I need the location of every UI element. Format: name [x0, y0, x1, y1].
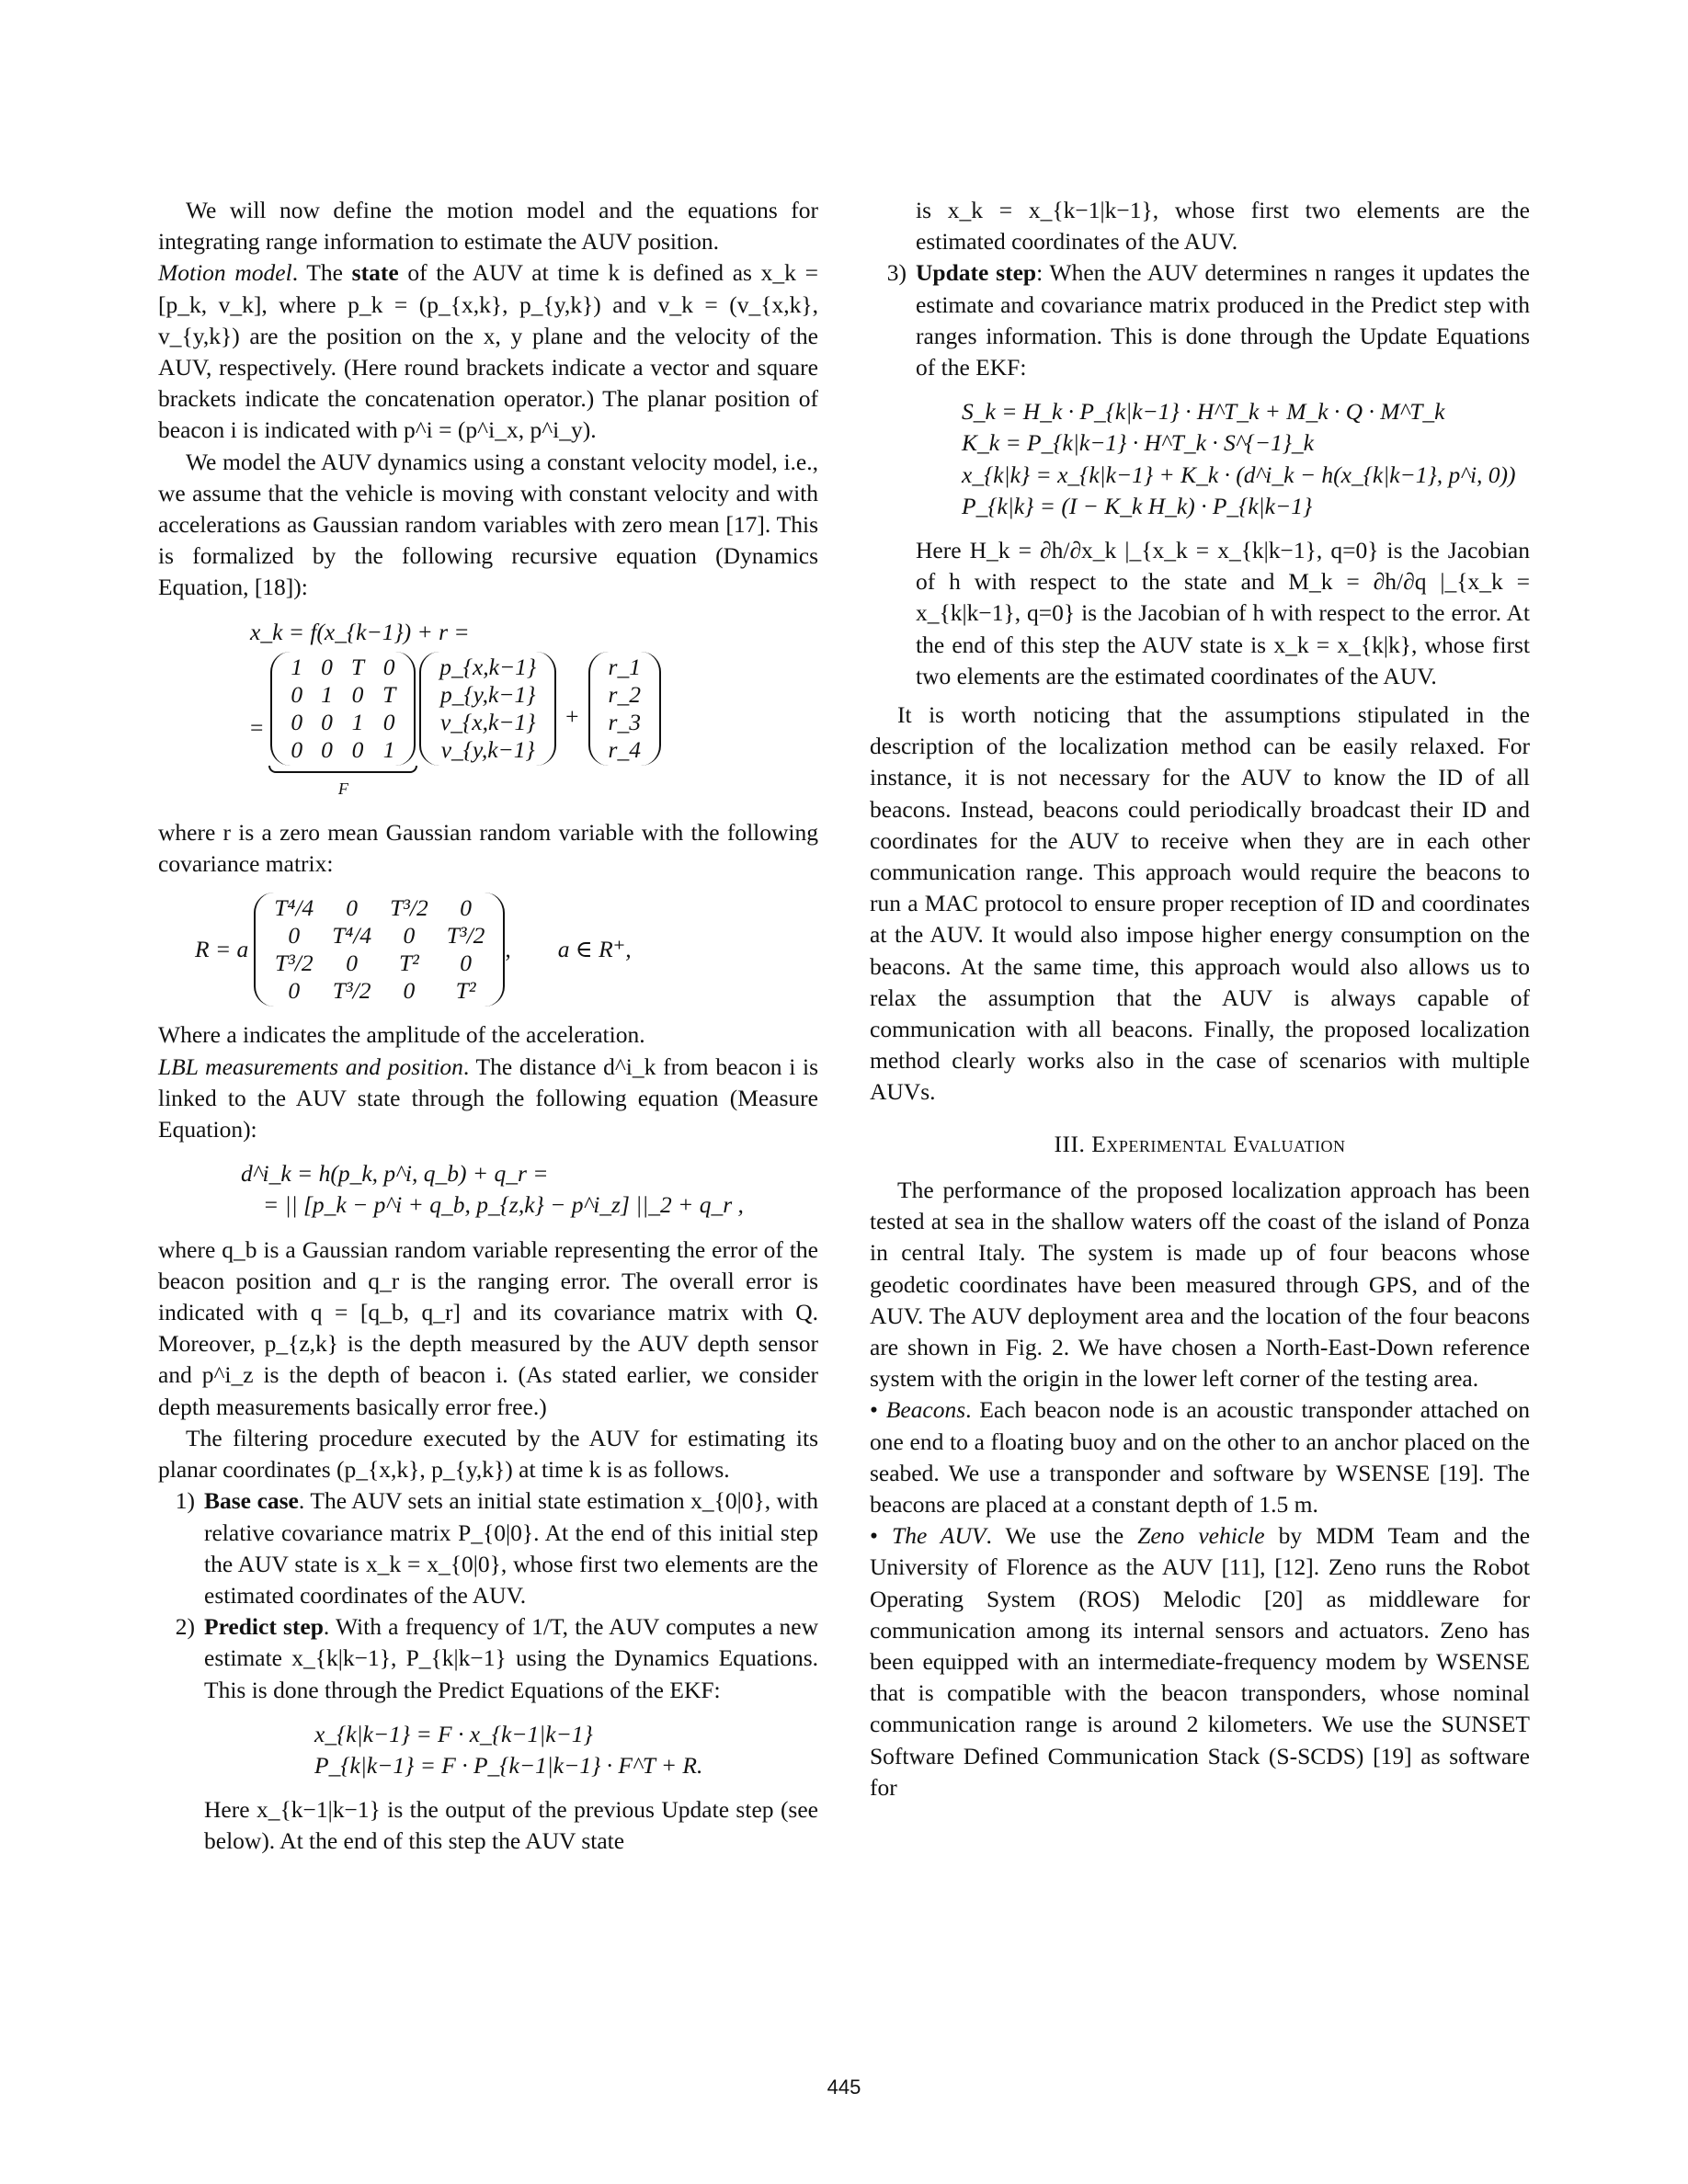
- state-label: state: [351, 259, 399, 287]
- matrix-R-cell: 0: [346, 950, 358, 977]
- matrix-F-cell: 0: [291, 735, 303, 763]
- auv-label: The AUV: [892, 1522, 987, 1550]
- beacons-label: Beacons: [885, 1396, 966, 1424]
- vector-p-cell: v_{y,k−1}: [440, 735, 535, 763]
- update-eq-4: P_{k|k} = (I − K_k H_k) · P_{k|k−1}: [962, 492, 1313, 519]
- update-eq-1: S_k = H_k · P_{k|k−1} · H^T_k + M_k · Q · M^T_k: [962, 398, 1445, 426]
- paragraph-lbl: [158, 1052, 818, 1146]
- paragraph-covariance: where r is a zero mean Gaussian random variable with the following covariance matrix:: [158, 819, 818, 878]
- matrix-F-row: [281, 681, 405, 709]
- matrix-R-cell: 0: [288, 977, 301, 1005]
- update-step-after: Here H_k = ∂h/∂x_k |_{x_k = x_{k|k−1}, q=0} is the Jacobian of h with respect to the state and M_k = ∂h/∂q |_{x_k = x_{k|k−1}, q=0} is the Jacobian of h with respect to the error. At the end of this step the AUV state is x_k = x_{k|k}, whose first two elements are the estimated coordinates of the AUV.: [916, 537, 1530, 689]
- dynamics-equation: [158, 617, 818, 804]
- matrix-F-cell: 1: [321, 680, 333, 708]
- vector-p-row: [430, 681, 545, 709]
- vector-r-cell: r_1: [608, 653, 641, 680]
- list-item-number: 2): [175, 1613, 195, 1641]
- bullet-mark: •: [870, 1396, 878, 1424]
- matrix-R-cell: T³/2: [274, 950, 314, 977]
- matrix-R-cell: T²: [399, 950, 419, 977]
- predict-eq-1: x_{k|k−1} = F · x_{k−1|k−1}: [314, 1720, 593, 1747]
- list-item-predict-step: [158, 1611, 818, 1857]
- matrix-F-cell: 0: [351, 680, 364, 708]
- vector-r-cell: r_3: [608, 708, 641, 735]
- list-item-number: 3): [886, 259, 907, 287]
- paragraph-amplitude: Where a indicates the amplitude of the acceleration.: [158, 1021, 645, 1049]
- auv-text-a: . We use the: [986, 1522, 1138, 1550]
- section-heading: III. Experimental Evaluation: [1054, 1130, 1346, 1157]
- vector-r-cell: r_2: [608, 680, 641, 708]
- beacons-text: . Each beacon node is an acoustic transponder attached on one end to a floating buoy and on the other to an anchor placed on the seabed. We use a transponder and software by WSENSE [19]. The beacons are placed at a constant depth of 1.5 m.: [870, 1396, 1530, 1518]
- paragraph-assumptions: It is worth noticing that the assumptions stipulated in the description of the localization method can be easily relaxed. For instance, it is not necessary for the AUV to know the ID of all beacons. Instead, beacons could periodically broadcast their ID and coordinates for the AUV to receive when they are in each other communication range. This approach would require the beacons to run a MAC protocol to ensure proper reception of ID and coordinates at the AUV. It would also impose higher energy consumption on the beacons. At the same time, this approach would also allows us to relax the assumption that the AUV is always capable of communication with all beacons. Finally, the proposed localization method clearly works also in the case of scenarios with multiple AUVs.: [870, 701, 1530, 1106]
- vector-r-row: [599, 654, 650, 681]
- predict-step-text: . With a frequency of 1/T, the AUV computes a new estimate x_{k|k−1}, P_{k|k−1} using the Dynamics Equations. This is done through the Predict Equations of the EKF:: [204, 1613, 818, 1703]
- list-item-continuation: [870, 195, 1530, 257]
- update-step-label: Update step: [916, 259, 1037, 287]
- matrix-F-cell: 1: [351, 708, 364, 735]
- matrix-F-cell: 0: [321, 708, 333, 735]
- list-item-update-step: [870, 257, 1530, 692]
- vector-r-row: [599, 681, 650, 709]
- matrix-R-row: [265, 894, 494, 922]
- matrix-R-cell: T⁴/4: [332, 922, 372, 950]
- matrix-F-group: [270, 652, 416, 804]
- matrix-R-cell: 0: [288, 922, 301, 950]
- list-item-number: 1): [175, 1487, 195, 1515]
- matrix-R: [254, 893, 505, 1007]
- measure-eq-line2: = || [p_k − p^i + q_b, p_{z,k} − p^i_z] ||_2 + q_r ,: [263, 1191, 744, 1219]
- matrix-R-cell: T⁴/4: [274, 894, 314, 922]
- predict-eq-2: P_{k|k−1} = F · P_{k−1|k−1} · F^T + R.: [314, 1751, 703, 1779]
- left-column: [158, 195, 818, 1858]
- covariance-equation: [158, 893, 818, 1007]
- continuation-text: is x_k = x_{k−1|k−1}, whose first two elements are the estimated coordinates of the AUV.: [916, 197, 1530, 256]
- matrix-R-cell: 0: [403, 922, 416, 950]
- matrix-F-cell: 1: [382, 735, 395, 763]
- vector-p: [419, 652, 556, 766]
- bullet-beacons: [870, 1394, 1530, 1520]
- zeno-label: Zeno vehicle: [1137, 1522, 1265, 1550]
- update-equations: [916, 396, 1530, 522]
- measure-equation: [158, 1158, 818, 1221]
- motion-model-text-b: of the AUV at time k is defined as x_k = [p_k, v_k], where p_k = (p_{x,k}, p_{y,k}) and v_k = (v_{x,k}, v_{y,k}) are the position on the x, y plane and the velocity of the AUV, respectively. (Here round brackets indicate a vector and square brackets indicate the concatenation operator.) The planar position of beacon i is indicated with p^i = (p^i_x, p^i_y).: [158, 259, 819, 444]
- matrix-F-label: F: [337, 779, 348, 798]
- vector-p-row: [430, 709, 545, 736]
- base-case-text: . The AUV sets an initial state estimation x_{0|0}, with relative covariance matrix P_{0|0}. At the end of this initial step the AUV state is x_k = x_{0|0}, whose first two elements are the estimated coordinates of the AUV.: [204, 1487, 818, 1609]
- vector-p-cell: p_{x,k−1}: [439, 653, 537, 680]
- matrix-R-cell: 0: [460, 894, 472, 922]
- matrix-F: [270, 652, 416, 766]
- matrix-F-cell: 0: [321, 653, 333, 680]
- lbl-label: LBL measurements and position: [158, 1052, 463, 1080]
- vector-r-row: [599, 736, 650, 764]
- matrix-F-row: [281, 736, 405, 764]
- update-step-text: : When the AUV determines n ranges it updates the estimate and covariance matrix produced in the Predict step with ranges information. This is done through the Update Equations of the EKF:: [916, 259, 1530, 381]
- matrix-R-cell: T³/2: [390, 894, 428, 922]
- matrix-R-row: [265, 922, 494, 950]
- dynamics-equation-line1: x_k = f(x_{k−1}) + r =: [250, 618, 470, 645]
- matrix-R-cell: T²: [455, 977, 476, 1005]
- vector-p-row: [430, 654, 545, 681]
- vector-p-row: [430, 736, 545, 764]
- vector-r-row: [599, 709, 650, 736]
- predict-equations: [204, 1719, 818, 1781]
- predict-step-label: Predict step: [204, 1613, 324, 1641]
- covariance-eq-suffix: , a ∈ R⁺,: [505, 936, 632, 963]
- dynamics-equation-line2: = 1 0 T 0 0 1 0 T 0 0 1 0 0 0 0 1 F p_{x,k−1} p_{y,k−1} v_{x,k−1} v_{y,k−1} + r_1 r_2 r_3 r_4: [250, 652, 818, 804]
- matrix-F-cell: 0: [382, 653, 395, 680]
- matrix-R-cell: T³/2: [446, 922, 485, 950]
- motion-model-label: Motion model: [158, 259, 292, 287]
- paragraph-motion-model: [158, 257, 818, 446]
- right-column: [870, 195, 1530, 1803]
- matrix-F-cell: 0: [382, 708, 395, 735]
- matrix-R-cell: T³/2: [332, 977, 371, 1005]
- matrix-F-row: [281, 709, 405, 736]
- matrix-F-cell: T: [350, 653, 365, 680]
- page-number: 445: [827, 2076, 861, 2099]
- matrix-F-row: [281, 654, 405, 681]
- list-item-base-case: [158, 1485, 818, 1611]
- matrix-F-cell: 0: [291, 708, 303, 735]
- paragraph-dynamics: We model the AUV dynamics using a constant velocity model, i.e., we assume that the vehicle is moving with constant velocity and with accelerations as Gaussian random variables with zero mean [17]. This is formalized by the following recursive equation (Dynamics Equation, [18]):: [158, 448, 818, 601]
- matrix-F-cell: 0: [321, 735, 333, 763]
- paragraph-intro: We will now define the motion model and the equations for integrating range information to estimate the AUV position.: [158, 197, 818, 256]
- vector-p-cell: v_{x,k−1}: [439, 708, 536, 735]
- paragraph-performance: The performance of the proposed localization approach has been tested at sea in the shallow waters off the coast of the island of Ponza in central Italy. The system is made up of four beacons whose geodetic coordinates have been measured through GPS, and of the AUV. The AUV deployment area and the location of the four beacons are shown in Fig. 2. We have chosen a North-East-Down reference system with the origin in the lower left corner of the testing area.: [870, 1176, 1530, 1393]
- matrix-R-cell: 0: [403, 977, 416, 1005]
- update-eq-3: x_{k|k} = x_{k|k−1} + K_k · (d^i_k − h(x_{k|k−1}, p^i, 0)): [962, 461, 1516, 488]
- motion-model-text-a: . The: [291, 259, 352, 287]
- measure-eq-line1: d^i_k = h(p_k, p^i, q_b) + q_r =: [241, 1160, 549, 1188]
- matrix-F-cell: T: [382, 680, 396, 708]
- matrix-R-row: [265, 950, 494, 977]
- vector-r-cell: r_4: [608, 735, 641, 763]
- matrix-F-cell: 0: [351, 735, 364, 763]
- paragraph-errors: where q_b is a Gaussian random variable representing the error of the beacon position and q_r is the ranging error. The overall error is indicated with q = [q_b, q_r] and its covariance matrix with Q. Moreover, p_{z,k} is the depth measured by the AUV depth sensor and p^i_z is the depth of beacon i. (As stated earlier, we consider depth measurements basically error free.): [158, 1235, 818, 1420]
- vector-p-cell: p_{y,k−1}: [439, 680, 536, 708]
- vector-r: [588, 652, 661, 766]
- matrix-R-cell: 0: [460, 950, 472, 977]
- predict-step-after: Here x_{k−1|k−1} is the output of the previous Update step (see below). At the end of this step the AUV state: [204, 1796, 818, 1855]
- base-case-label: Base case: [204, 1487, 299, 1515]
- matrix-F-cell: 0: [291, 680, 303, 708]
- matrix-R-cell: 0: [346, 894, 358, 922]
- bullet-mark: •: [870, 1522, 878, 1550]
- lbl-text: . The distance d^i_k from beacon i is linked to the AUV state through the following equation (Measure Equation):: [158, 1052, 818, 1143]
- matrix-R-row: [265, 977, 494, 1005]
- bullet-auv: [870, 1520, 1530, 1803]
- update-eq-2: K_k = P_{k|k−1} · H^T_k · S^{−1}_k: [962, 429, 1314, 457]
- paragraph-filtering: The filtering procedure executed by the AUV for estimating its planar coordinates (p_{x,k}, p_{y,k}) at time k is as follows.: [158, 1424, 818, 1484]
- covariance-eq-prefix: R = a: [195, 936, 249, 963]
- auv-text: by MDM Team and the University of Florence as the AUV [11], [12]. Zeno runs the Robot Operating System (ROS) Melodic [20] as middleware for communication among its internal sensors and actuators. Zeno has been equipped with an intermediate-frequency modem by WSENSE that is compatible with the beacon transponders, whose nominal communication range is around 2 kilometers. We use the SUNSET Software Defined Communication Stack (S-SCDS) [19] as software for: [870, 1522, 1531, 1801]
- matrix-F-cell: 1: [291, 653, 303, 680]
